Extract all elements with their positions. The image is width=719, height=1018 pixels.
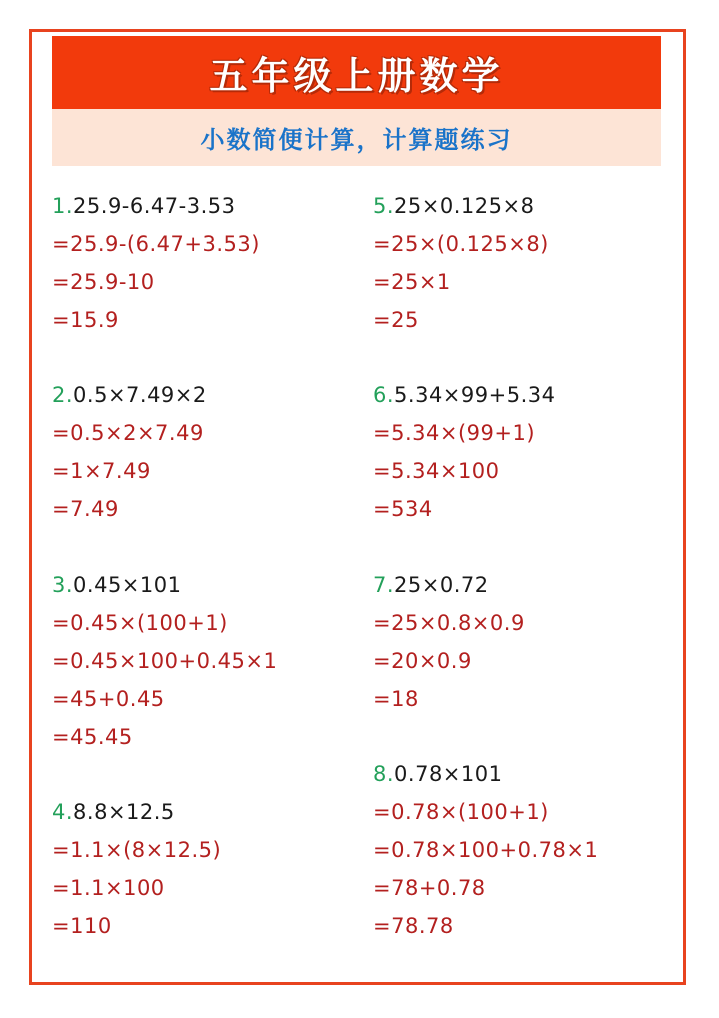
solution-step: =25×1: [373, 270, 451, 294]
problem-1: [52, 187, 260, 339]
solution-step: =1.1×(8×12.5): [52, 838, 222, 862]
problem-5: [373, 187, 549, 339]
problem-2: [52, 376, 207, 528]
problem-4: [52, 793, 221, 945]
problem-number: 7.: [373, 573, 395, 597]
problem-number: 2.: [52, 383, 74, 407]
problem-question: [52, 793, 221, 831]
page-title: 五年级上册数学: [209, 54, 504, 98]
problem-expression: 25.9-6.47-3.53: [73, 194, 236, 218]
solution-step: =1×7.49: [52, 459, 151, 483]
problem-question: [373, 187, 549, 225]
problem-number: 6.: [373, 383, 395, 407]
solution-step: =25×(0.125×8): [373, 232, 549, 256]
problem-3: [52, 566, 277, 756]
problem-question: [373, 755, 598, 793]
subtitle-banner: [52, 109, 661, 166]
solution-step: =5.34×(99+1): [373, 421, 536, 445]
problem-number: 4.: [52, 800, 74, 824]
solution-step: =534: [373, 497, 433, 521]
problem-8: [373, 755, 598, 945]
solution-step: =78+0.78: [373, 876, 486, 900]
solution-step: =7.49: [52, 497, 119, 521]
solution-step: =25: [373, 308, 419, 332]
solution-step: =18: [373, 687, 419, 711]
problem-number: 8.: [373, 762, 395, 786]
solution-step: =5.34×100: [373, 459, 500, 483]
solution-step: =25.9-10: [52, 270, 155, 294]
problem-expression: 25×0.72: [394, 573, 489, 597]
problem-question: [52, 566, 277, 604]
solution-step: =0.45×100+0.45×1: [52, 649, 278, 673]
solution-step: =45.45: [52, 725, 133, 749]
problem-7: [373, 566, 525, 718]
page-subtitle: 小数简便计算，计算题练习: [200, 126, 513, 154]
solution-step: =78.78: [373, 914, 454, 938]
solution-step: =15.9: [52, 308, 119, 332]
problem-question: [52, 187, 260, 225]
problem-expression: 5.34×99+5.34: [394, 383, 556, 407]
problem-expression: 0.78×101: [394, 762, 503, 786]
solution-step: =0.45×(100+1): [52, 611, 228, 635]
solution-step: =110: [52, 914, 112, 938]
problem-number: 1.: [52, 194, 74, 218]
title-banner: [52, 36, 661, 109]
problem-number: 3.: [52, 573, 74, 597]
problem-question: [373, 376, 555, 414]
problem-number: 5.: [373, 194, 395, 218]
solution-step: =20×0.9: [373, 649, 472, 673]
problem-expression: 0.5×7.49×2: [73, 383, 207, 407]
solution-step: =1.1×100: [52, 876, 165, 900]
problem-question: [52, 376, 207, 414]
problem-6: [373, 376, 555, 528]
problem-expression: 8.8×12.5: [73, 800, 175, 824]
solution-step: =25×0.8×0.9: [373, 611, 525, 635]
solution-step: =0.5×2×7.49: [52, 421, 204, 445]
problem-expression: 25×0.125×8: [394, 194, 535, 218]
solution-step: =45+0.45: [52, 687, 165, 711]
problem-expression: 0.45×101: [73, 573, 182, 597]
problem-question: [373, 566, 525, 604]
solution-step: =0.78×(100+1): [373, 800, 549, 824]
solution-step: =0.78×100+0.78×1: [373, 838, 599, 862]
solution-step: =25.9-(6.47+3.53): [52, 232, 260, 256]
